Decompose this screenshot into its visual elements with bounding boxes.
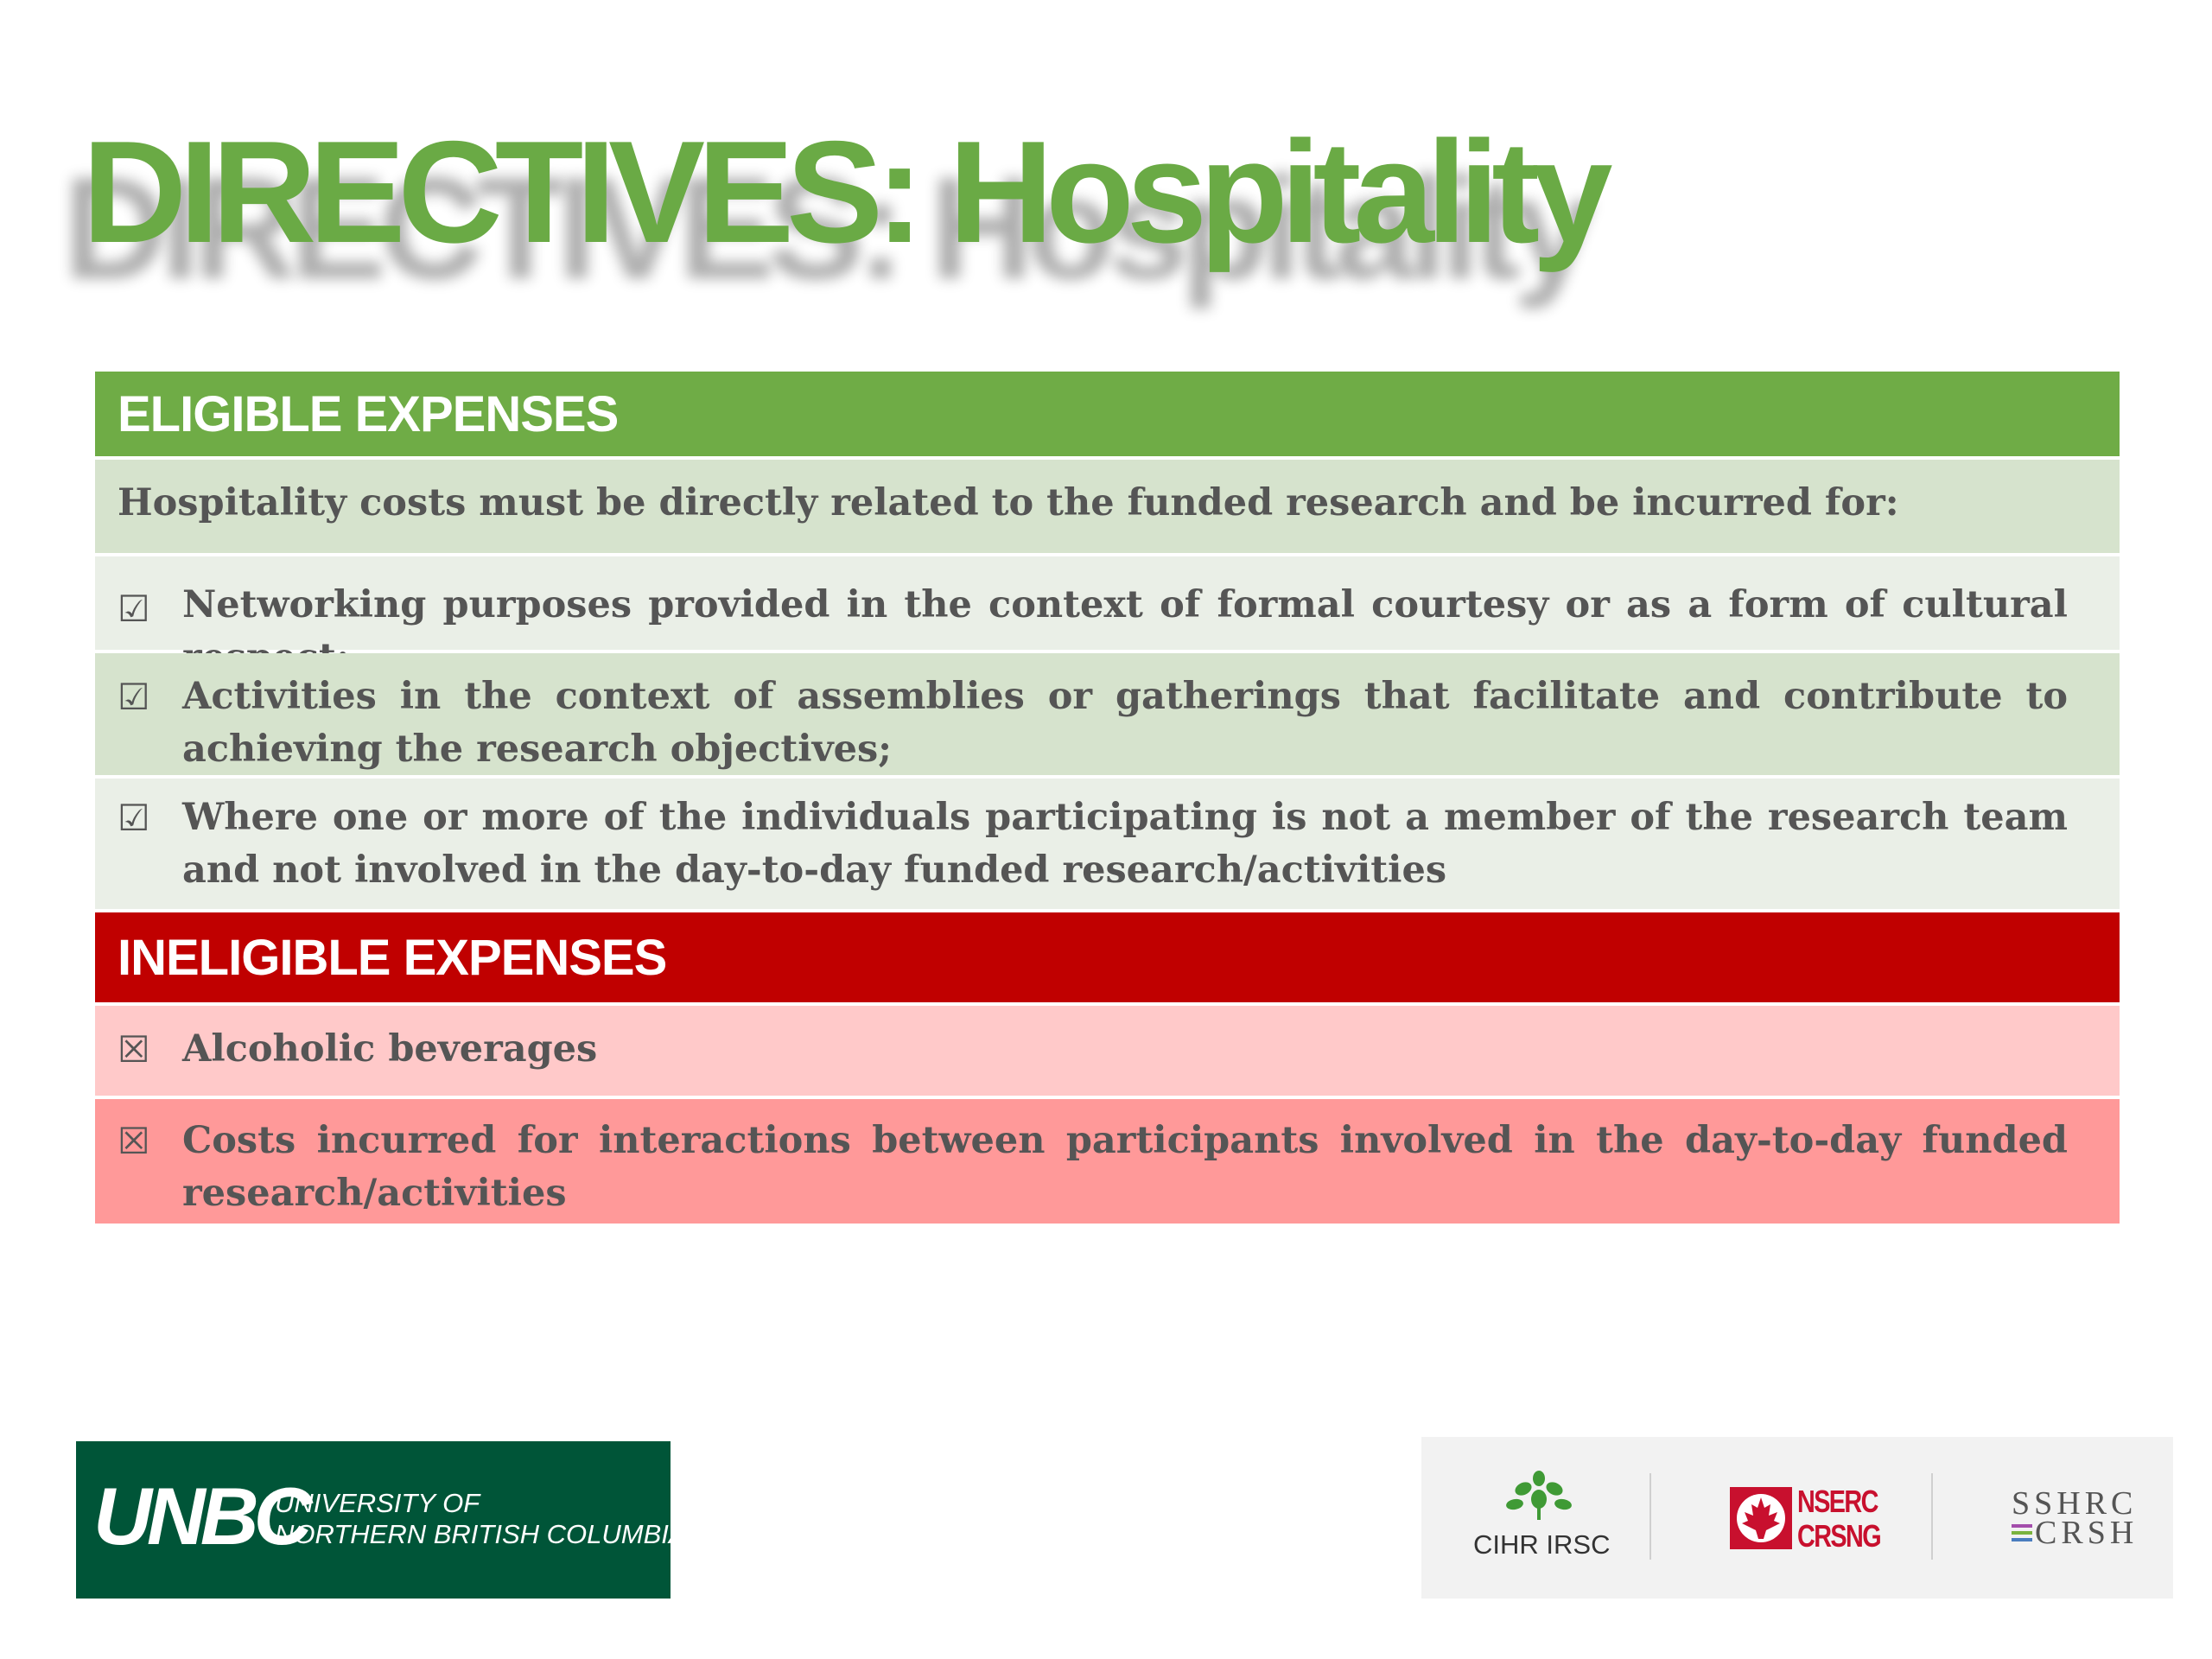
sshrc-logo-text: SSHRC: [2012, 1485, 2138, 1522]
ineligible-item-text: Alcoholic beverages: [182, 1027, 598, 1071]
ineligible-item: [95, 1099, 2120, 1224]
eligible-item-text: Activities in the context of assemblies or gatherings that facilitate and contribute to achieving the research objectives;: [182, 675, 2068, 771]
unbc-logo-line1: UNIVERSITY OF: [275, 1488, 480, 1518]
funding-agencies-logos: [1421, 1437, 2173, 1599]
eligible-item: [95, 779, 2120, 912]
expenses-table: [95, 372, 2120, 1224]
eligible-header: ELIGIBLE EXPENSES: [95, 372, 2120, 460]
eligible-item-text: Where one or more of the individuals participating is not a member of the research team and not involved in the day-to-day funded research/activities: [182, 796, 2068, 892]
maple-leaf-icon: [1730, 1487, 1792, 1549]
crsh-logo-text: CRSH: [2035, 1515, 2139, 1551]
ineligible-item-text: Costs incurred for interactions between participants involved in the day-to-day funded research/activities: [182, 1119, 2068, 1215]
sshrc-stripes-icon: [2012, 1524, 2032, 1543]
unbc-logo: [76, 1441, 687, 1599]
ineligible-header: INELIGIBLE EXPENSES: [95, 912, 2120, 1006]
cihr-leaf-icon: [1503, 1470, 1575, 1522]
eligible-item: [95, 556, 2120, 653]
checkbox-checked-icon: ☑: [118, 588, 150, 630]
eligible-item-text: Networking purposes provided in the context of formal courtesy or as a form of cultural: [182, 583, 2068, 626]
ineligible-item: [95, 1006, 2120, 1099]
checkbox-crossed-icon: ☒: [118, 1028, 150, 1071]
cihr-logo-text: CIHR IRSC: [1473, 1529, 1611, 1560]
slide-title: DIRECTIVES: Hospitality: [82, 111, 1605, 273]
nserc-logo-text: NSERC: [1797, 1484, 1878, 1519]
crsng-logo-text: CRSNG: [1797, 1518, 1881, 1554]
checkbox-crossed-icon: ☒: [118, 1120, 150, 1162]
unbc-logo-mark: UNBC: [93, 1471, 308, 1561]
unbc-logo-line2: NORTHERN BRITISH COLUMBIA: [275, 1519, 687, 1549]
eligible-intro: Hospitality costs must be directly related to the funded research and be incurred for:: [95, 460, 2120, 556]
logo-divider: [1931, 1473, 1933, 1560]
checkbox-checked-icon: ☑: [118, 797, 150, 839]
checkbox-checked-icon: ☑: [118, 676, 150, 718]
logo-divider: [1649, 1473, 1651, 1560]
eligible-item: [95, 653, 2120, 779]
